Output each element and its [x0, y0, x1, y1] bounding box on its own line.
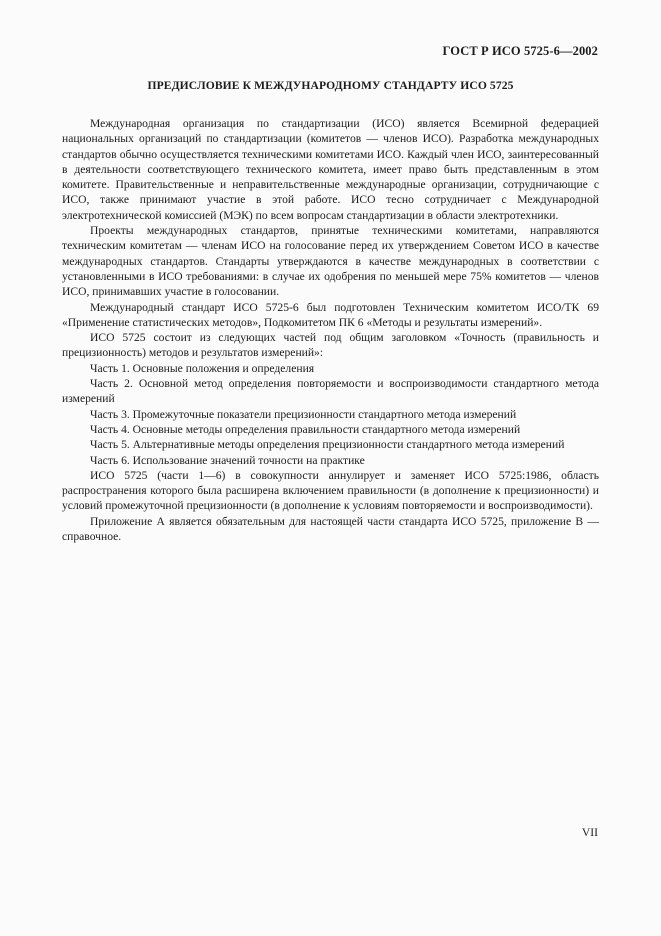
paragraph-part-5: Часть 5. Альтернативные методы определения прецизионности стандартного метода измерений	[90, 438, 565, 452]
paragraph-replaces: ИСО 5725 (части 1—6) в совокупности аннулирует и заменяет ИСО 5725:1986, область распространения которого была расширена включением правильности (в дополнение к прецизионности) и условий промежуточной прецизионности (в дополнение к условиям повторяемости и воспроизводимости).	[62, 468, 599, 513]
paragraph-part-3: Часть 3. Промежуточные показатели прецизионности стандартного метода измерений	[90, 407, 517, 421]
document-code: ГОСТ Р ИСО 5725-6—2002	[442, 44, 598, 58]
page-number: VII	[581, 826, 598, 839]
document-body	[62, 116, 599, 544]
paragraph-part-1: Часть 1. Основные положения и определения	[90, 361, 315, 375]
paragraph-parts-intro: ИСО 5725 состоит из следующих частей под общим заголовком «Точность (правильность и прецизионность) методов и результатов измерений»:	[62, 331, 599, 360]
section-title: ПРЕДИСЛОВИЕ К МЕЖДУНАРОДНОМУ СТАНДАРТУ ИСО 5725	[147, 79, 514, 92]
paragraph-part-2: Часть 2. Основной метод определения повторяемости и воспроизводимости стандартного метода измерений	[62, 377, 599, 406]
paragraph-part-6: Часть 6. Использование значений точности на практике	[90, 453, 365, 467]
paragraph-iso-intro: Международная организация по стандартизации (ИСО) является Всемирной федерацией национальных организаций по стандартизации (комитетов — членов ИСО). Разработка международных стандартов обычно осуществляется техническими комитетами ИСО. Каждый член ИСО, заинтересованный в деятельности соответствующего технического комитета, имеет право быть представленным в этом комитете. Правительственные и неправительственные международные организации, сотрудничающие с ИСО, также принимают участие в этой работе. ИСО тесно сотрудничает с Международной электротехнической комиссией (МЭК) по всем вопросам стандартизации в области электротехники.	[62, 117, 599, 222]
paragraph-draft-standards: Проекты международных стандартов, принятые техническими комитетами, направляются техническим комитетам — членам ИСО на голосование перед их утверждением Советом ИСО в качестве международных стандартов. Стандарты утверждаются в качестве международных в соответствии с установленными в ИСО требованиями: в случае их одобрения по меньшей мере 75% комитетов — членов ИСО, принимавших участие в голосовании.	[62, 224, 599, 299]
paragraph-prepared-by: Международный стандарт ИСО 5725-6 был подготовлен Техническим комитетом ИСО/ТК 69 «Применение статистических методов», Подкомитетом ПК 6 «Методы и результаты измерений».	[62, 300, 599, 329]
paragraph-part-4: Часть 4. Основные методы определения правильности стандартного метода измерений	[90, 422, 521, 436]
paragraph-annexes: Приложение А является обязательным для настоящей части стандарта ИСО 5725, приложение В — справочное.	[62, 514, 599, 544]
